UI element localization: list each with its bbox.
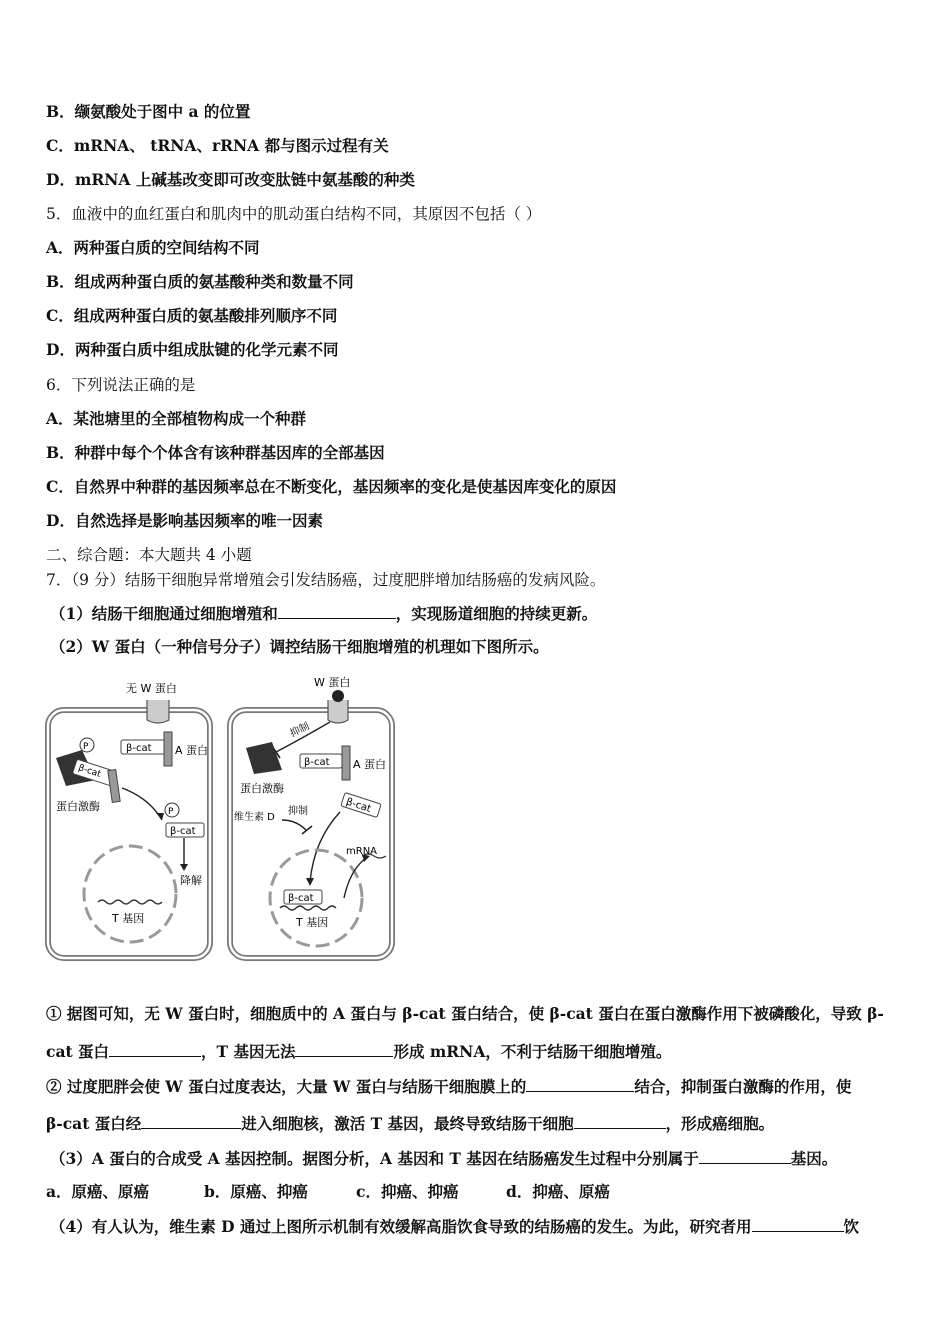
vitamin-d-label: 维生素 D — [234, 812, 275, 823]
right-beta-cat-free-label: β-cat — [344, 796, 373, 815]
right-inhibit-label-2: 抑制 — [288, 806, 308, 817]
q7-sub2-text-d: 进入细胞核，激活 T 基因，最终导致结肠干细胞 — [241, 1114, 574, 1133]
right-a-protein-label: A 蛋白 — [353, 758, 387, 771]
w-protein-mechanism-figure — [44, 670, 400, 965]
q7-sub2-line2 — [46, 1113, 774, 1134]
left-beta-cat-label: β-cat — [126, 743, 152, 754]
left-receptor — [147, 700, 169, 723]
mrna-label: mRNA — [346, 846, 378, 857]
right-title-label: W 蛋白 — [314, 676, 351, 689]
q7-option-a: a．原癌、原癌 — [46, 1182, 150, 1201]
q6-option-a: A．某池塘里的全部植物构成一个种群 — [46, 409, 307, 428]
q7-part4-text-b: 饮 — [843, 1217, 860, 1236]
q6-stem: 6．下列说法正确的是 — [46, 376, 196, 394]
q7-part3-text-a: （3）A 蛋白的合成受 A 基因控制。据图分析，A 基因和 T 基因在结肠癌发生过程中分别属于 — [50, 1149, 699, 1168]
q5-stem: 5．血液中的血红蛋白和肌肉中的肌动蛋白结构不同，其原因不包括（ ） — [46, 205, 542, 223]
left-dna-strand — [98, 900, 162, 904]
q6-option-b: B．种群中每个个体含有该种群基因库的全部基因 — [46, 443, 385, 462]
section-heading: 二、综合题：本大题共 4 小题 — [46, 546, 252, 564]
answer-blank[interactable] — [526, 1076, 634, 1092]
q7-part4 — [50, 1216, 859, 1237]
q4-option-b: B．缬氨酸处于图中 a 的位置 — [46, 102, 251, 121]
answer-blank[interactable] — [574, 1113, 666, 1129]
left-kinase-label: 蛋白激酶 — [56, 800, 100, 813]
right-t-gene-label: T 基因 — [296, 916, 329, 929]
answer-blank[interactable] — [752, 1216, 844, 1232]
q7-stem: 7．（9 分）结肠干细胞异常增殖会引发结肠癌，过度肥胖增加结肠癌的发病风险。 — [46, 571, 606, 589]
q7-part3-text-b: 基因。 — [790, 1149, 838, 1168]
right-dna-strand — [280, 906, 336, 910]
left-beta-cat-phos-label: β-cat — [76, 763, 102, 780]
right-arrow-into-nucleus — [310, 812, 340, 882]
left-title-label: 无 W 蛋白 — [126, 682, 177, 695]
answer-blank[interactable] — [278, 603, 396, 619]
left-beta-cat-free-label: β-cat — [170, 826, 196, 837]
right-beta-cat-label: β-cat — [304, 757, 330, 768]
q4-option-d: D．mRNA 上碱基改变即可改变肽链中氨基酸的种类 — [46, 170, 415, 189]
q7-part3 — [50, 1148, 837, 1169]
q5-option-d: D．两种蛋白质中组成肽键的化学元素不同 — [46, 340, 339, 359]
left-p-label-1: P — [83, 742, 89, 752]
q7-sub2-line1 — [46, 1076, 851, 1097]
right-receptor — [328, 700, 348, 723]
w-protein-dot — [332, 690, 344, 702]
q7-part2: （2）W 蛋白（一种信号分子）调控结肠干细胞增殖的机理如下图所示。 — [50, 637, 549, 656]
q7-part3-options — [46, 1182, 610, 1202]
right-kinase-label: 蛋白激酶 — [240, 782, 284, 795]
answer-blank[interactable] — [141, 1113, 241, 1129]
left-degrade-label: 降解 — [180, 874, 202, 887]
q7-sub1-line1: ① 据图可知，无 W 蛋白时，细胞质中的 A 蛋白与 β-cat 蛋白结合，使 β-cat 蛋白在蛋白激酶作用下被磷酸化，导致 β- — [46, 1004, 884, 1023]
q6-option-d: D．自然选择是影响基因频率的唯一因素 — [46, 511, 323, 530]
right-kinase-shape — [246, 742, 282, 774]
answer-blank[interactable] — [295, 1041, 393, 1057]
answer-blank[interactable] — [699, 1148, 791, 1164]
q7-option-c: c．抑癌、抑癌 — [356, 1182, 459, 1201]
answer-blank[interactable] — [109, 1041, 201, 1057]
q7-sub2-text-b: 结合，抑制蛋白激酶的作用，使 — [634, 1077, 852, 1096]
left-t-gene-label: T 基因 — [112, 912, 145, 925]
q7-sub2-text-e: ，形成癌细胞。 — [665, 1114, 775, 1133]
q7-sub1-text-c: ，T 基因无法 — [201, 1042, 296, 1061]
q5-option-c: C．组成两种蛋白质的氨基酸排列顺序不同 — [46, 306, 338, 325]
q7-part1 — [50, 603, 597, 624]
q7-sub2-text-c: β-cat 蛋白经 — [46, 1114, 142, 1133]
q7-sub2-text-a: ② 过度肥胖会使 W 蛋白过度表达，大量 W 蛋白与结肠干细胞膜上的 — [46, 1077, 527, 1096]
left-a-protein-bar — [164, 732, 172, 766]
q7-part1-text-a: （1）结肠干细胞通过细胞增殖和 — [50, 604, 278, 623]
q7-sub1-line2 — [46, 1041, 671, 1062]
left-nucleus — [84, 846, 176, 942]
left-a-protein-label: A 蛋白 — [175, 744, 209, 757]
q7-option-d: d．抑癌、原癌 — [506, 1182, 610, 1201]
left-p-label-2: P — [168, 807, 174, 817]
q4-option-c: C．mRNA、 tRNA、rRNA 都与图示过程有关 — [46, 136, 389, 155]
q6-option-c: C．自然界中种群的基因频率总在不断变化，基因频率的变化是使基因库变化的原因 — [46, 477, 617, 496]
right-inhibit-line-2 — [282, 820, 306, 830]
q7-sub1-text-b: cat 蛋白 — [46, 1042, 110, 1061]
q7-sub1-text-d: 形成 mRNA，不利于结肠干细胞增殖。 — [393, 1042, 672, 1061]
right-inhibit-label-1: 抑制 — [288, 721, 312, 740]
left-arrow-1 — [122, 788, 162, 820]
q7-part1-text-b: ，实现肠道细胞的持续更新。 — [395, 604, 598, 623]
right-a-protein-bar — [342, 746, 350, 780]
q5-option-a: A．两种蛋白质的空间结构不同 — [46, 238, 260, 257]
q7-part4-text-a: （4）有人认为，维生素 D 通过上图所示机制有效缓解高脂饮食导致的结肠癌的发生。为此，研究者用 — [50, 1217, 752, 1236]
q7-option-b: b．原癌、抑癌 — [204, 1182, 308, 1201]
right-beta-cat-nucleus-label: β-cat — [288, 893, 314, 904]
left-a-protein-bar-2 — [108, 770, 120, 803]
q5-option-b: B．组成两种蛋白质的氨基酸种类和数量不同 — [46, 272, 354, 291]
